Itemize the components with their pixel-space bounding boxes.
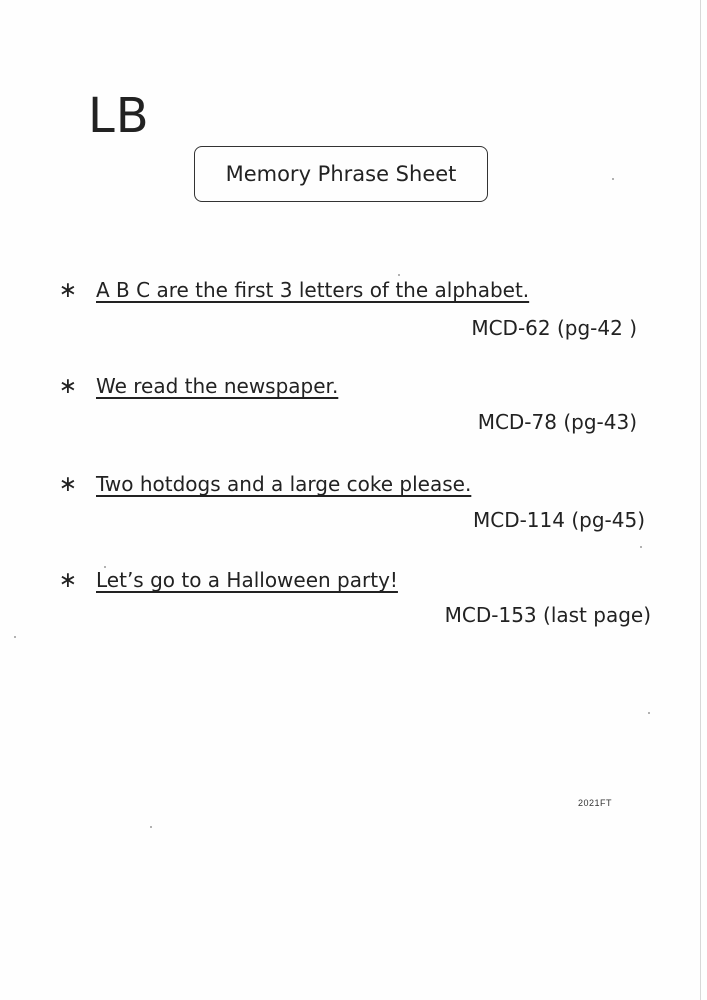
scan-speck [104, 566, 106, 568]
title-box [194, 146, 488, 202]
page-edge-line [700, 0, 701, 1000]
footer-code: 2021FT [578, 798, 613, 808]
asterisk-bullet-icon: ∗ [58, 472, 78, 497]
phrase-text: Let’s go to a Halloween party! [96, 568, 398, 592]
page-title: Memory Phrase Sheet [225, 162, 457, 186]
scan-speck [150, 826, 152, 828]
phrase-reference: MCD-153 (last page) [444, 603, 651, 627]
phrase-reference: MCD-114 (pg-45) [472, 508, 645, 532]
asterisk-bullet-icon: ∗ [58, 568, 78, 593]
scan-speck [398, 274, 400, 276]
phrase-text: A B C are the first 3 letters of the alphabet. [96, 278, 530, 302]
asterisk-bullet-icon: ∗ [58, 374, 78, 399]
scan-speck [612, 178, 614, 180]
scan-speck [648, 712, 650, 714]
phrase-reference: MCD-78 (pg-43) [477, 410, 637, 434]
scan-speck [640, 546, 642, 548]
scan-speck [14, 636, 16, 638]
phrase-text: Two hotdogs and a large coke please. [96, 472, 472, 496]
phrase-reference: MCD-62 (pg-42 ) [471, 316, 637, 340]
asterisk-bullet-icon: ∗ [58, 278, 78, 303]
level-label: LB [88, 88, 150, 144]
phrase-text: We read the newspaper. [96, 374, 339, 398]
